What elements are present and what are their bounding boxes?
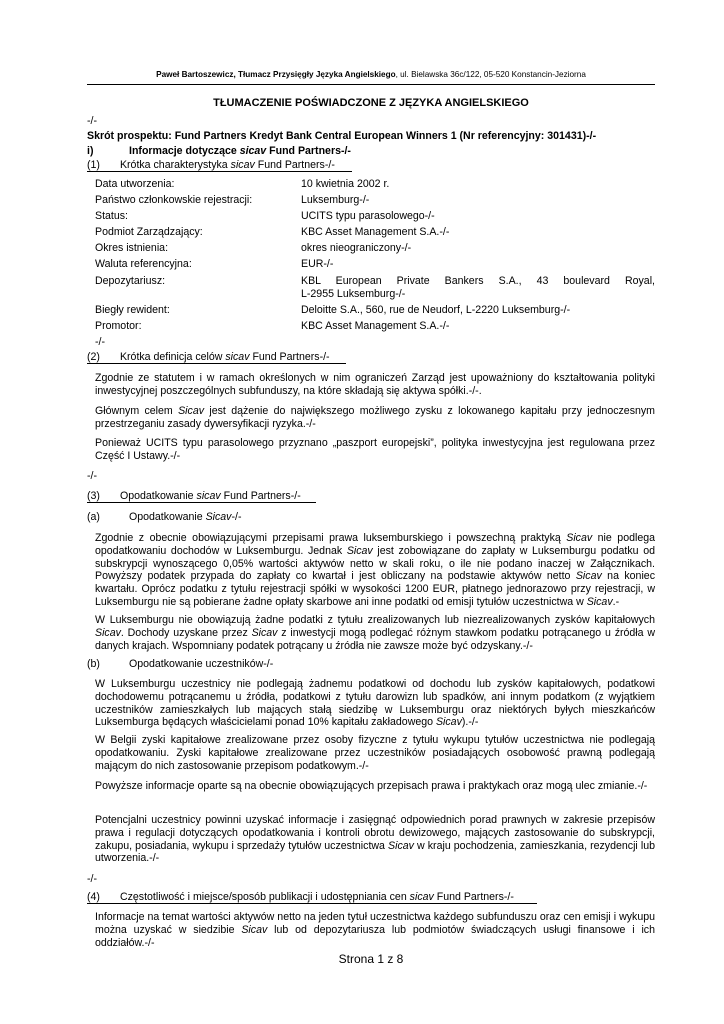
section-3-heading: (3) Opodatkowanie sicav Fund Partners-/-	[87, 490, 655, 503]
paragraph: W Luksemburgu uczestnicy nie podlegają żadnemu podatkowi od dochodu lub zysków kapitałowych, podatkowi dochodowemu potrącanemu u źródła, podatkowi z tytułu darowizn lub spadków, ani innym podatkom (z wyjątkiem uczestników zamieszkałych lub mających stałą siedzibę w Luksemburgu oraz niektórych byłych mieszkańców Luksemburga będących właścicielami ponad 10% kapitału zakładowego Sicav).-/-	[95, 678, 655, 729]
part-i-title: Informacje dotyczące sicav Fund Partners-/-	[129, 145, 351, 157]
paragraph: W Belgii zyski kapitałowe zrealizowane przez osoby fizyczne z tytułu wykupu tytułów uczestnictwa nie podlegają opodatkowaniu. Zyski kapitałowe zrealizowane przez uczestników posiadających osobowość prawną podlegają mającym do nich zastosowanie przepisom podatkowym.-/-	[95, 734, 655, 772]
paragraph: Zgodnie z obecnie obowiązującymi przepisami prawa luksemburskiego i powszechną praktyką Sicav nie podlega opodatkowaniu dochodów w Luksemburgu. Jednak Sicav jest zobowiązane do zapłaty w Luksemburgu podatku od subskrypcji wynoszącego 0,05% wartości aktywów netto w skali roku, o ile nie podano inaczej w Załącznikach. Powyższy podatek przypada do zapłaty co kwartał i jest obliczany na podstawie aktywów netto Sicav na koniec kwartału. Oprócz podatku z tytułu rejestracji spółki w wysokości 1200 EUR, płatnego jednorazowo przy rejestracji, w Luksemburgu nie są pobierane żadne opłaty skarbowe ani inne podatki od emisji tytułów uczestnictwa w Sicav.-	[95, 532, 656, 608]
paragraph: Potencjalni uczestnicy powinni uzyskać informacje i zasięgnąć odpowiednich porad prawnych w zakresie przepisów prawa i regulacji dotyczących opodatkowania i kontroli obrotu dewizowego, mających zastosowanie do subskrypcji, zakupu, posiadania, wykupu i sprzedaży tytułów uczestnictwa Sicav w kraju pochodzenia, zamieszkania, rezydencji lub utworzenia.-/-	[95, 814, 655, 865]
translator-name: Paweł Bartoszewicz, Tłumacz Przysięgły Języka Angielskiego	[156, 70, 396, 79]
prospectus-heading: Skrót prospektu: Fund Partners Kredyt Bank Central European Winners 1 (Nr referencyjny: 301431)-/-	[87, 130, 597, 142]
separator: -/-	[95, 336, 105, 348]
section-4-heading: (4) Częstotliwość i miejsce/sposób publikacji i udostępniania cen sicav Fund Partners-/-	[87, 891, 655, 904]
separator: -/-	[87, 873, 97, 885]
section-1-underline: (1) Krótka charakterystyka sicav Fund Partners-/-	[87, 159, 352, 172]
translator-address: , ul. Bielawska 36c/122, 05-520 Konstancin-Jeziorna	[395, 70, 586, 79]
paragraph: Zgodnie ze statutem i w ramach określonych w nim ograniczeń Zarząd jest upoważniony do kształtowania polityki inwestycyjnej poszczególnych subfunduszy, na które składają się aktywa spółki.-/-.	[95, 372, 655, 397]
section-1-heading	[87, 159, 655, 172]
page-number: Strona 1 z 8	[338, 952, 404, 966]
paragraph: Powyższe informacje oparte są na obecnie obowiązujących przepisach prawa i praktykach oraz mogą ulec zmianie.-/-	[95, 780, 648, 792]
document-title: TŁUMACZENIE POŚWIADCZONE Z JĘZYKA ANGIELSKIEGO	[213, 97, 529, 109]
paragraph: Ponieważ UCITS typu parasolowego przyznano „paszport europejski”, polityka inwestycyjna jest regulowana przez Część I Ustawy.-/-	[95, 437, 655, 462]
header-rule	[87, 84, 655, 85]
section-1-number: (1)	[87, 159, 100, 171]
separator: -/-	[87, 115, 97, 127]
page-header	[87, 70, 655, 80]
paragraph: Informacje na temat wartości aktywów netto na jeden tytuł uczestnictwa każdego subfunduszu oraz cen emisji i wykupu można uzyskać w siedzibie Sicav lub od depozytariusza lub podmiotów świadczących usługi finansowe i ich oddziałów.-/-	[95, 911, 655, 949]
paragraph: Głównym celem Sicav jest dążenie do największego możliwego zysku z lokowanego kapitału przy jednoczesnym przestrzeganiu zasady dywersyfikacji ryzyka.-/-	[95, 405, 656, 430]
section-2-heading: (2) Krótka definicja celów sicav Fund Partners-/-	[87, 351, 655, 364]
separator: -/-	[87, 470, 97, 482]
paragraph: W Luksemburgu nie obowiązują żadne podatki z tytułu zrealizowanych lub niezrealizowanych zysków kapitałowych Sicav. Dochody uzyskane przez Sicav z inwestycji mogą podlegać różnym stawkom podatku potrącanego u źródła w danych krajach. Wspomniany podatek potrącany u źródła nie zawsze może być odzyskany.-/-	[95, 614, 656, 652]
part-i-number: i)	[87, 145, 94, 157]
